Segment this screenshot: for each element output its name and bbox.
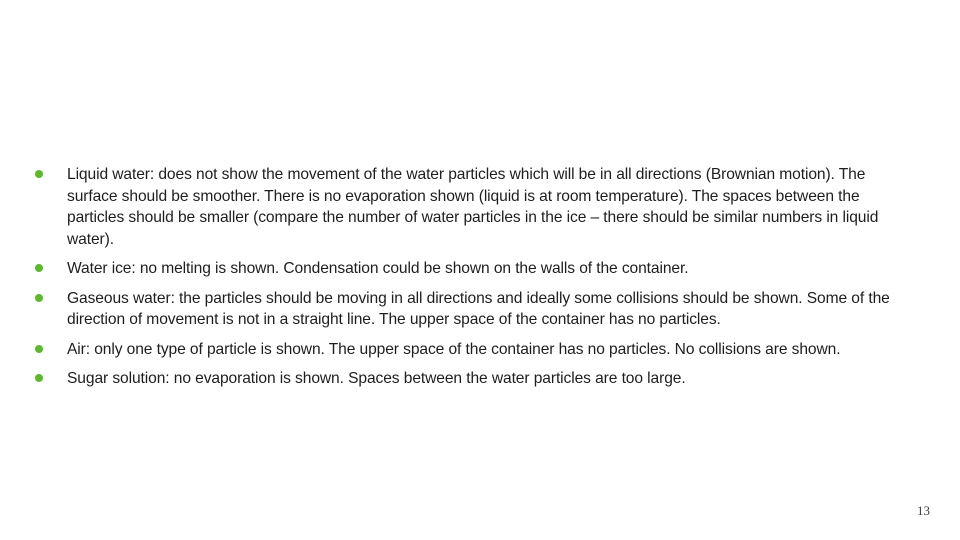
bullet-list bbox=[32, 164, 902, 398]
bullet-item-sugar-solution bbox=[32, 368, 902, 390]
bullet-item-liquid-water bbox=[32, 164, 902, 250]
page-number: 13 bbox=[917, 503, 930, 518]
bullet-item-air bbox=[32, 339, 902, 361]
bullet-text: Water ice: no melting is shown. Condensation could be shown on the walls of the container. bbox=[67, 260, 689, 277]
bullet-text: Liquid water: does not show the movement of the water particles which will be in all directions (Brownian motion). The surface should be smoother. There is no evaporation shown (liquid is at room temperature). The spaces between the particles should be smaller (compare the number of water particles in the ice – there should be similar numbers in liquid water). bbox=[67, 166, 879, 248]
bullet-dot-icon bbox=[35, 264, 43, 272]
bullet-text: Air: only one type of particle is shown. The upper space of the container has no particles. No collisions are shown. bbox=[67, 340, 841, 358]
bullet-dot-icon bbox=[35, 345, 43, 353]
bullet-item-water-ice bbox=[32, 258, 902, 280]
bullet-dot-icon bbox=[35, 170, 43, 178]
bullet-item-gaseous-water bbox=[32, 288, 902, 331]
bullet-dot-icon bbox=[35, 374, 43, 382]
bullet-dot-icon bbox=[35, 294, 43, 302]
bullet-text: Gaseous water: the particles should be moving in all directions and ideally some collisions should be shown. Some of the direction of movement is not in a straight line. The upper space of the container has no particles. bbox=[67, 289, 890, 328]
bullet-text: Sugar solution: no evaporation is shown. Spaces between the water particles are too large. bbox=[67, 370, 686, 387]
